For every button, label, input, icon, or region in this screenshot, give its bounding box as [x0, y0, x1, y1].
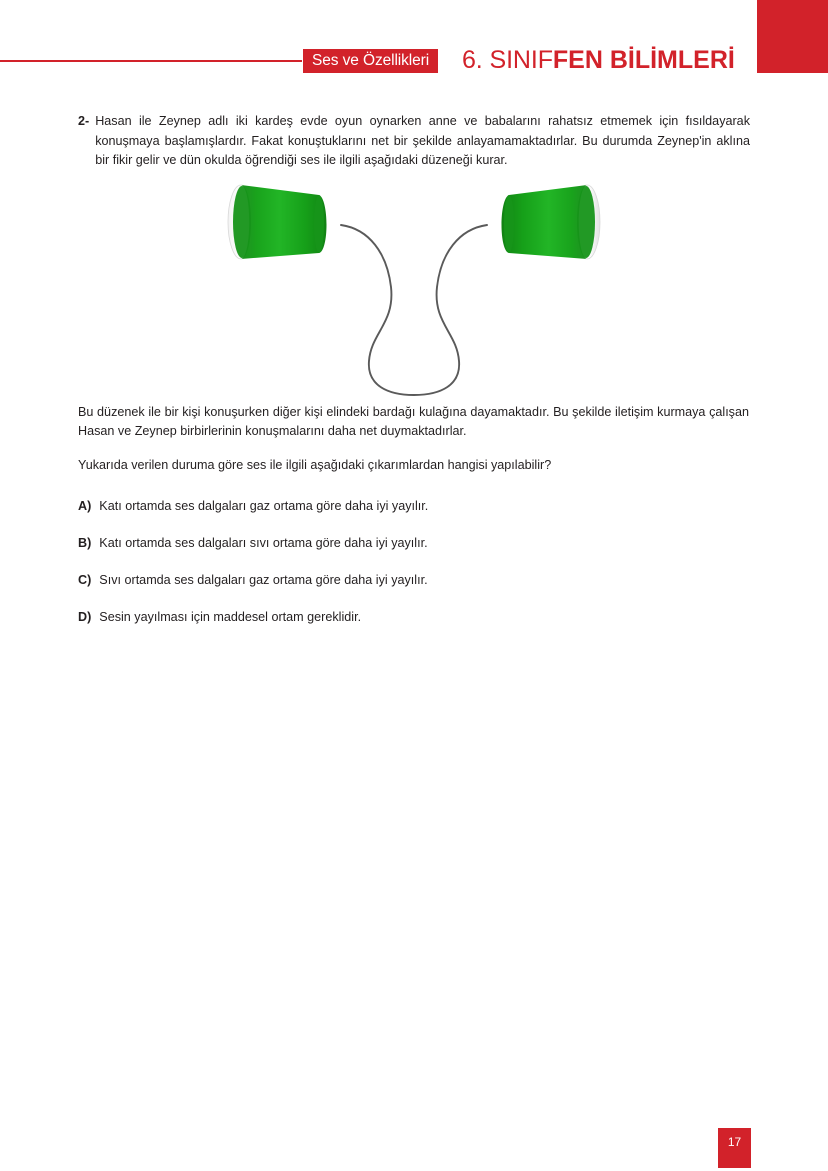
header-subject-label: FEN BİLİMLERİ [552, 46, 735, 74]
page-header [0, 0, 828, 90]
answer-option-c[interactable] [78, 571, 750, 589]
page-title [462, 44, 735, 76]
question-number: 2- [78, 114, 90, 128]
option-text: Katı ortamda ses dalgaları gaz ortama göre daha iyi yayılır. [99, 499, 429, 513]
connecting-string [341, 225, 487, 395]
page-content [78, 112, 750, 645]
option-letter: D) [78, 610, 92, 624]
cup-right-inner [577, 186, 595, 258]
cup-left-base [314, 195, 324, 253]
cup-right [502, 185, 601, 259]
explanation-paragraph: Bu düzenek ile bir kişi konuşurken diğer kişi elindeki bardağı kulağına dayamaktadır. Bu şekilde iletişim kurmaya çalışan Hasan ve Zeynep birbirlerinin konuşmalarını daha net duymaktadırlar. [78, 404, 749, 438]
question-prompt: Yukarıda verilen duruma göre ses ile ilgili aşağıdaki çıkarımlardan hangisi yapılabilir? [78, 457, 552, 472]
option-text: Sıvı ortamda ses dalgaları gaz ortama göre daha iyi yayılır. [99, 573, 428, 587]
answer-options [78, 497, 750, 626]
header-rule [0, 60, 302, 62]
cup-left [228, 185, 327, 259]
cup-left-inner [233, 186, 251, 258]
answer-option-b[interactable] [78, 534, 750, 552]
option-letter: B) [78, 536, 92, 550]
answer-option-a[interactable] [78, 497, 750, 515]
cup-left-body [241, 185, 327, 259]
cup-right-base [504, 195, 514, 253]
option-letter: A) [78, 499, 92, 513]
question-block [78, 112, 750, 171]
option-text: Katı ortamda ses dalgaları sıvı ortama göre daha iyi yayılır. [99, 536, 428, 550]
header-topic-badge: Ses ve Özellikleri [303, 49, 438, 73]
cup-right-body [502, 185, 588, 259]
option-letter: C) [78, 573, 92, 587]
answer-option-d[interactable] [78, 608, 750, 626]
page-number-badge: 17 [718, 1128, 751, 1168]
header-grade-label: 6. SINIF [462, 46, 553, 74]
string-telephone-illustration [219, 183, 609, 398]
header-corner-block [757, 0, 828, 73]
question-text: Hasan ile Zeynep adlı iki kardeş evde oyun oynarken anne ve babalarını rahatsız etmemek için fısıldayarak konuşmaya başlamışlardır. Fakat konuştuklarını net bir şekilde anlayamamaktadırlar. Bu durumda Zeynep'in aklına bir fikir gelir ve dün okulda öğrendiği ses ile ilgili aşağıdaki düzeneği kurar. [95, 114, 750, 167]
option-text: Sesin yayılması için maddesel ortam gereklidir. [99, 610, 362, 624]
figure-string-telephone [78, 183, 750, 403]
